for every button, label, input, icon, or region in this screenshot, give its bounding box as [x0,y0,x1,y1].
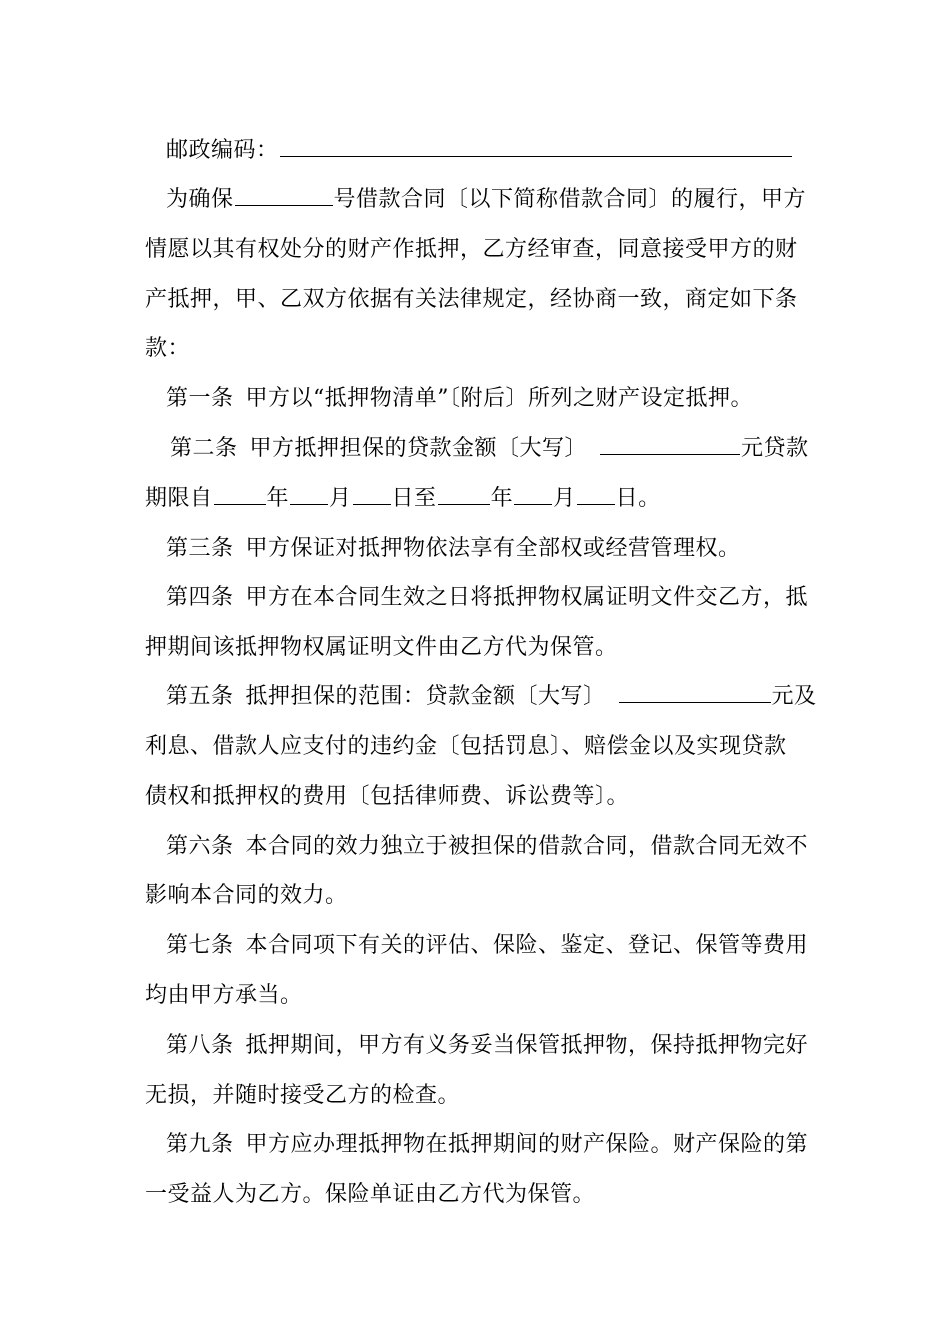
article-title: 第五条 [166,684,234,709]
article-text: 利息、借款人应支付的违约金〔包括罚息〕、赔偿金以及实现贷款 [145,734,787,759]
article-text: 甲方保证对抵押物依法享有全部权或经营管理权。 [245,536,741,561]
article-text: 本合同项下有关的评估、保险、鉴定、登记、保管等费用 [245,933,809,958]
article-9-line-2 [0,1170,950,1220]
article-title: 第一条 [166,386,234,411]
article-text: 押期间该抵押物权属证明文件由乙方代为保管。 [145,635,618,660]
article-text: 抵押期间，甲方有义务妥当保管抵押物，保持抵押物完好 [245,1033,809,1058]
day-label: 日。 [615,486,661,511]
guarantee-amount-blank[interactable] [619,680,771,703]
article-title: 第九条 [166,1132,234,1157]
intro-line-3 [0,275,950,325]
article-text: 期限自 [145,486,213,511]
article-4-line-2 [0,623,950,673]
article-title: 第三条 [166,536,234,561]
article-3 [0,524,950,574]
article-text: 本合同的效力独立于被担保的借款合同，借款合同无效不 [245,834,809,859]
article-text: 甲方应办理抵押物在抵押期间的财产保险。财产保险的第 [245,1132,809,1157]
article-2-line-1 [0,424,950,474]
day-label: 日至 [391,486,437,511]
article-7-line-1 [0,921,950,971]
article-title: 第七条 [166,933,234,958]
month-label: 月 [329,486,352,511]
intro-line-2 [0,225,950,275]
start-year-blank[interactable] [214,482,266,505]
end-day-blank[interactable] [577,482,615,505]
article-text: 无损，并随时接受乙方的检查。 [145,1083,461,1108]
month-label: 月 [553,486,576,511]
intro-text: 号借款合同〔以下简称借款合同〕的履行，甲方 [333,187,807,212]
start-month-blank[interactable] [290,482,328,505]
article-9-line-1 [0,1120,950,1170]
article-text: 甲方抵押担保的贷款金额〔大写〕 [249,436,588,461]
article-text: 元及 [771,684,817,709]
article-text: 元贷款 [741,436,809,461]
loan-amount-blank[interactable] [600,432,740,455]
year-label: 年 [490,486,514,511]
article-7-line-2 [0,971,950,1021]
article-title: 第二条 [170,436,238,461]
article-title: 第八条 [166,1033,234,1058]
article-8-line-2 [0,1071,950,1121]
article-1 [0,374,950,424]
intro-text: 款： [145,336,191,361]
article-4-line-1 [0,573,950,623]
loan-contract-number-blank[interactable] [235,183,333,206]
article-text: 一受益人为乙方。保险单证由乙方代为保管。 [145,1182,596,1207]
article-5-line-1 [0,672,950,722]
start-day-blank[interactable] [353,482,391,505]
article-5-line-2 [0,722,950,772]
intro-line-1 [0,175,950,225]
article-title: 第四条 [166,585,234,610]
article-text: 债权和抵押权的费用〔包括律师费、诉讼费等〕。 [145,784,630,809]
intro-text: 产抵押，甲、乙双方依据有关法律规定，经协商一致，商定如下条 [145,287,798,312]
article-5-line-3 [0,772,950,822]
intro-text: 为确保 [166,187,234,212]
intro-text: 情愿以其有权处分的财产作抵押，乙方经审查，同意接受甲方的财 [145,237,798,262]
year-label: 年 [266,486,290,511]
article-text: 抵押担保的范围：贷款金额〔大写〕 [245,684,606,709]
article-text: 均由甲方承当。 [145,983,303,1008]
postal-code-line [0,126,950,176]
article-title: 第六条 [166,834,234,859]
end-month-blank[interactable] [514,482,552,505]
article-6-line-2 [0,871,950,921]
article-text: 影响本合同的效力。 [145,883,348,908]
postal-code-blank[interactable] [280,134,792,157]
article-2-line-2 [0,474,950,524]
article-text: 甲方在本合同生效之日将抵押物权属证明文件交乙方，抵 [245,585,809,610]
article-6-line-1 [0,822,950,872]
article-8-line-1 [0,1021,950,1071]
end-year-blank[interactable] [438,482,490,505]
article-text: 甲方以“抵押物清单”〔附后〕所列之财产设定抵押。 [245,386,754,411]
intro-line-4 [0,324,950,374]
postal-code-label: 邮政编码： [166,138,279,163]
